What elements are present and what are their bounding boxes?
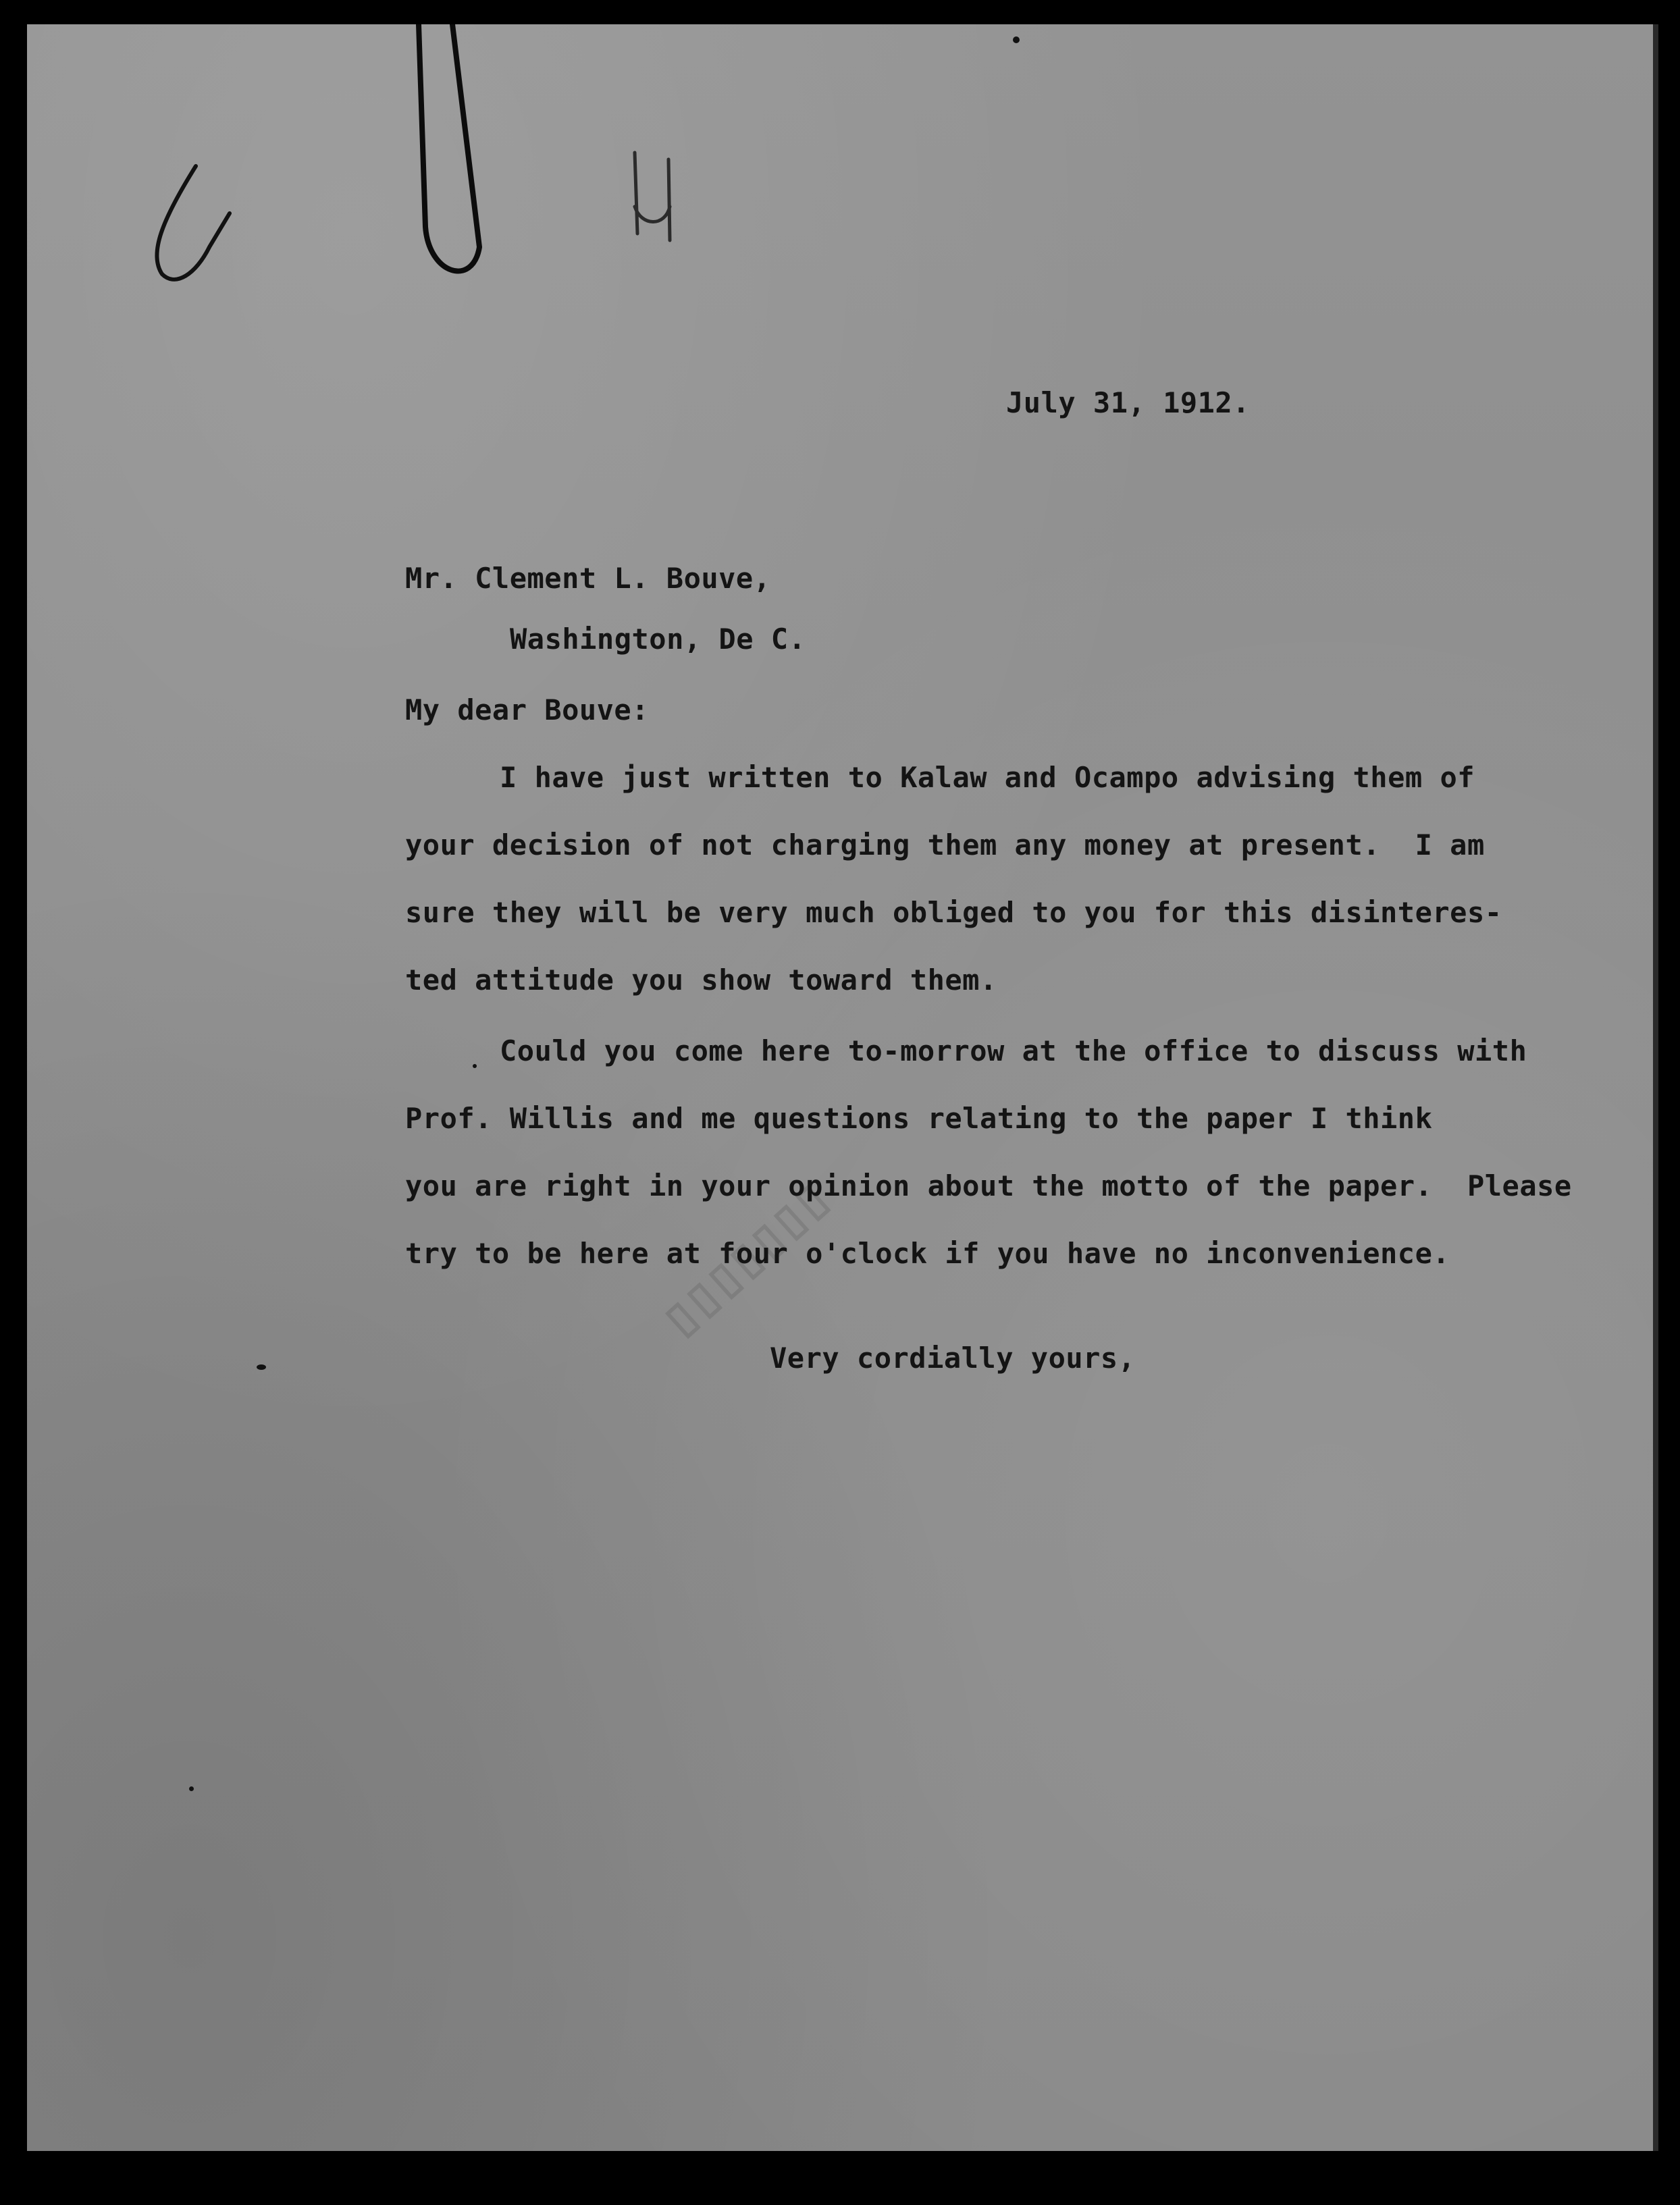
dust-speck	[257, 1364, 266, 1370]
recipient-city: Washington, De C.	[510, 622, 806, 656]
body-line: I have just written to Kalaw and Ocampo advising them of	[500, 761, 1475, 794]
salutation: My dear Bouve:	[405, 693, 650, 726]
paper-clip-icon	[378, 24, 513, 308]
body-line: ted attitude you show toward them.	[405, 963, 997, 997]
dust-speck	[1013, 36, 1020, 43]
letter-sheet	[27, 24, 1658, 2151]
body-line: sure they will be very much obliged to you for this disinteres-	[405, 896, 1502, 929]
staple-mark-icon	[608, 139, 702, 288]
dust-speck	[473, 1064, 477, 1068]
dust-speck	[189, 1786, 194, 1791]
body-line: try to be here at four o'clock if you have no inconvenience.	[405, 1237, 1450, 1270]
letter-date: July 31, 1912.	[1006, 386, 1251, 419]
body-line: Prof. Willis and me questions relating to the paper I think	[405, 1102, 1433, 1135]
closing: Very cordially yours,	[770, 1341, 1136, 1375]
body-line: Could you come here to-morrow at the office to discuss with	[500, 1034, 1527, 1067]
body-line: you are right in your opinion about the motto of the paper. Please	[405, 1169, 1572, 1202]
recipient-name: Mr. Clement L. Bouve,	[405, 562, 771, 595]
faint-stamp-mark: ▯▯▯▯▯▯▯	[655, 1171, 840, 1344]
paper-clip-icon	[122, 139, 297, 315]
body-line: your decision of not charging them any money at present. I am	[405, 828, 1485, 861]
